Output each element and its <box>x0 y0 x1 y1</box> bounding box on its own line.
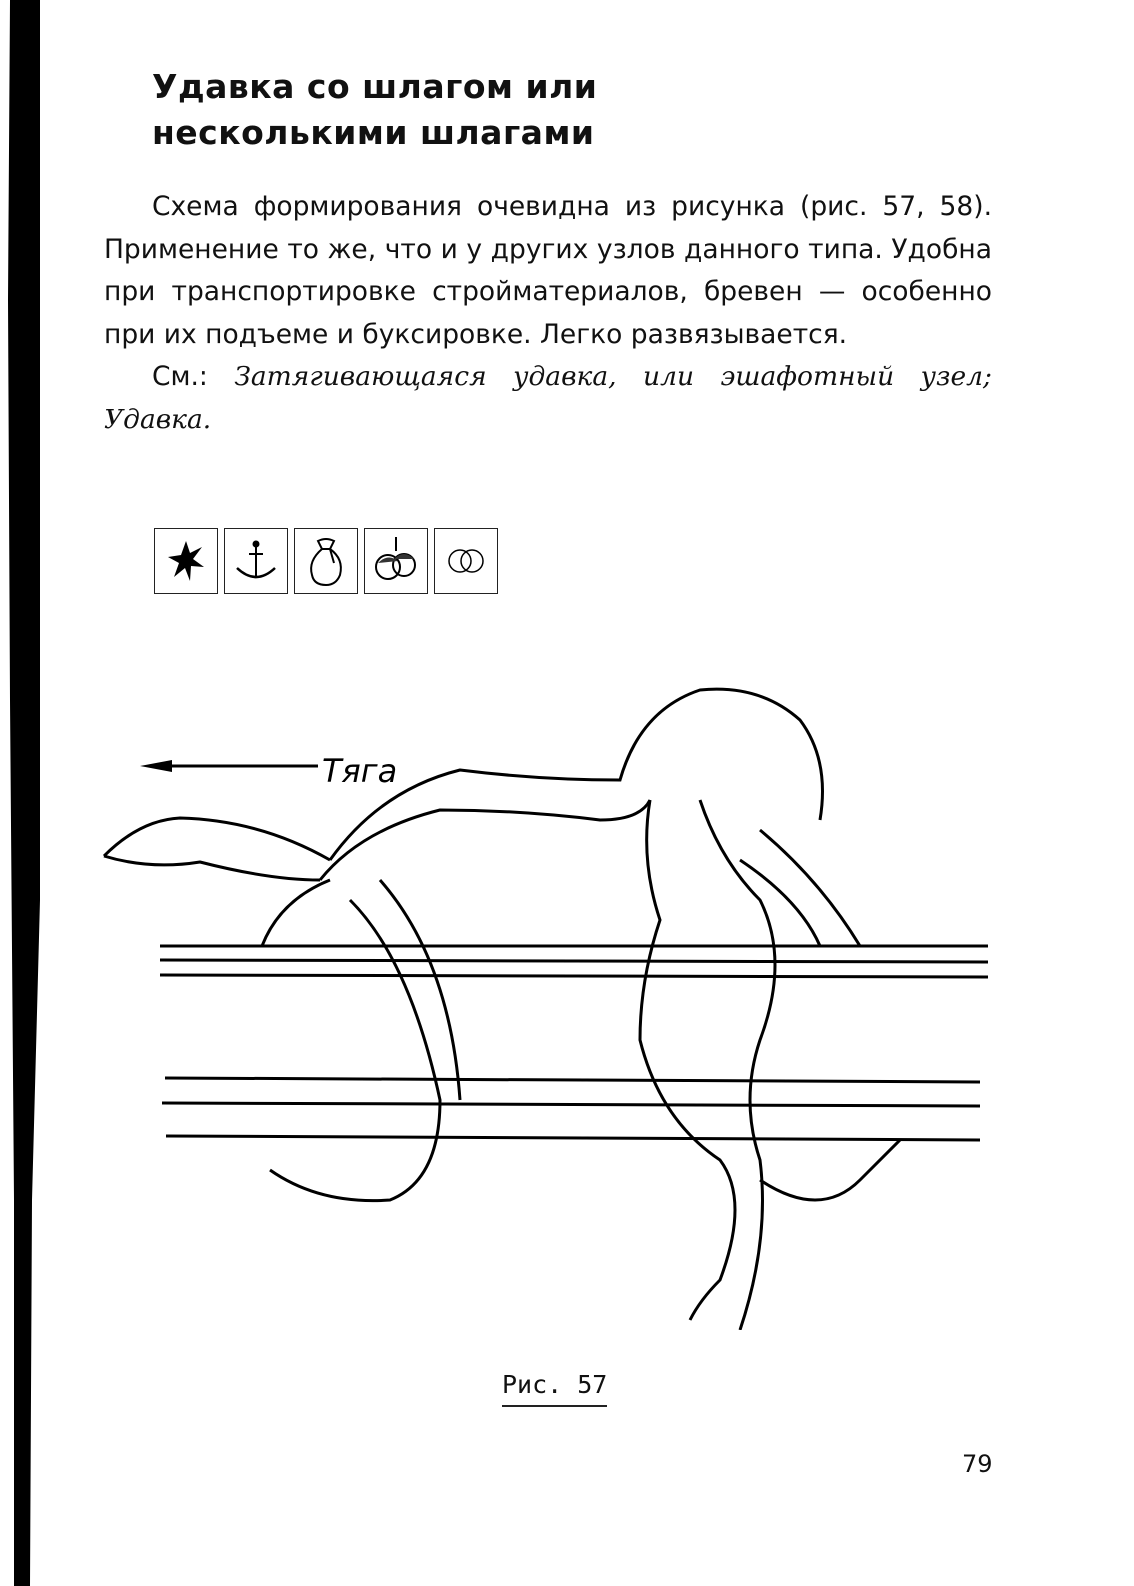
description-paragraph: Схема формирования очевидна из рисунка (рис. 57, 58). Применение то же, что и у других узлов данного типа. Удобна при транспортировке стройматериалов, бревен — особенно при их подъеме и буксировке. Легко развязывается. <box>104 191 992 350</box>
see-also-refs: Затягивающаяся удавка, или эшафотный узел; Удавка. <box>104 361 992 435</box>
page-number: 79 <box>962 1450 993 1478</box>
title-line-2: несколькими шлагами <box>152 113 595 152</box>
usage-icons <box>154 528 498 594</box>
rings-icon <box>434 528 498 594</box>
anchor-icon <box>224 528 288 594</box>
star-burst-icon <box>154 528 218 594</box>
section-title <box>152 64 597 156</box>
see-also-paragraph <box>104 356 992 441</box>
see-also-prefix: См.: <box>152 361 208 392</box>
body-text <box>104 186 992 441</box>
book-spine-shadow <box>0 0 40 1586</box>
sack-icon <box>294 528 358 594</box>
pull-label: Тяга <box>322 752 398 790</box>
knot-illustration <box>95 680 995 1330</box>
figure-caption: Рис. 57 <box>502 1370 607 1407</box>
fruit-icon <box>364 528 428 594</box>
title-line-1: Удавка со шлагом или <box>152 67 598 106</box>
